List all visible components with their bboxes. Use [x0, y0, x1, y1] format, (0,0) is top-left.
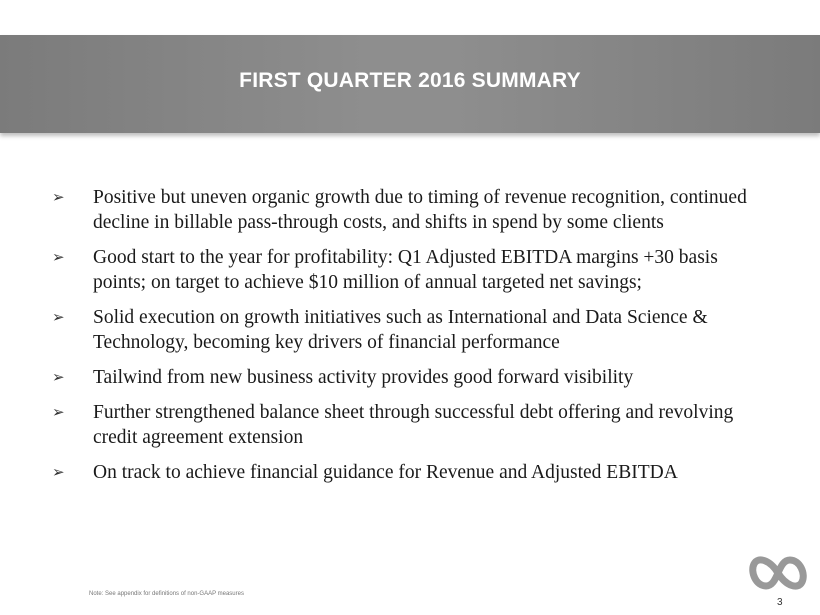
bullet-item	[52, 400, 772, 450]
summary-bullet-list	[52, 185, 772, 495]
bullet-text: On track to achieve financial guidance for Revenue and Adjusted EBITDA	[93, 462, 678, 483]
arrow-bullet-icon: ➢	[52, 403, 65, 421]
bullet-item	[52, 365, 772, 390]
page-title: FIRST QUARTER 2016 SUMMARY	[239, 69, 581, 92]
arrow-bullet-icon: ➢	[52, 308, 65, 326]
arrow-bullet-icon: ➢	[52, 248, 65, 266]
bullet-item	[52, 185, 772, 235]
bullet-item	[52, 245, 772, 295]
footnote: Note: See appendix for definitions of non-GAAP measures	[89, 591, 244, 597]
bullet-item	[52, 305, 772, 355]
bullet-text: Good start to the year for profitability: Q1 Adjusted EBITDA margins +30 basis points; on target to achieve $10 million of annual targeted net savings;	[93, 247, 718, 293]
arrow-bullet-icon: ➢	[52, 463, 65, 481]
bullet-text: Positive but uneven organic growth due to timing of revenue recognition, continued decline in billable pass-through costs, and shifts in spend by some clients	[93, 187, 747, 233]
bullet-text: Solid execution on growth initiatives such as International and Data Science & Technology, becoming key drivers of financial performance	[93, 307, 708, 353]
bullet-item	[52, 460, 772, 485]
page-number: 3	[777, 597, 783, 608]
arrow-bullet-icon: ➢	[52, 188, 65, 206]
title-bar	[0, 35, 820, 133]
bullet-text: Further strengthened balance sheet through successful debt offering and revolving credit agreement extension	[93, 402, 734, 448]
arrow-bullet-icon: ➢	[52, 368, 65, 386]
infinity-logo-icon	[748, 550, 808, 596]
bullet-text: Tailwind from new business activity provides good forward visibility	[93, 367, 634, 388]
